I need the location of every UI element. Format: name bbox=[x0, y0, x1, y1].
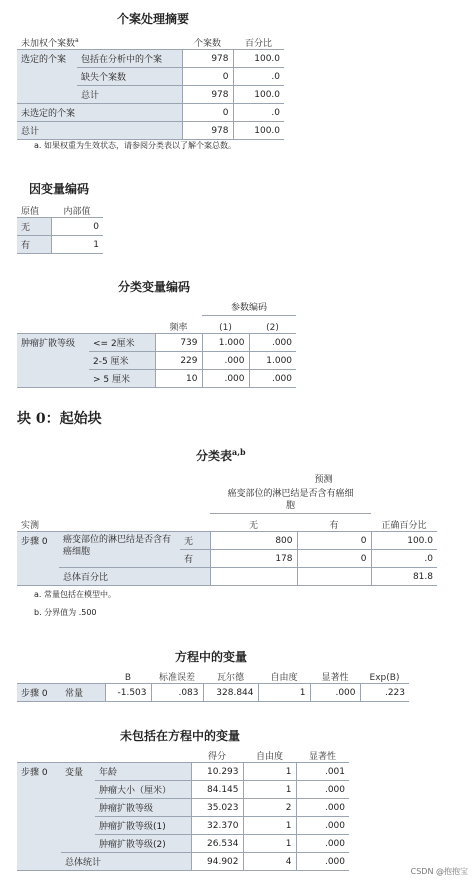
step-label: 步骤 0 bbox=[17, 684, 61, 702]
classification-table bbox=[17, 470, 437, 586]
in-eq-table bbox=[17, 666, 409, 702]
header-se: 标准误差 bbox=[151, 666, 203, 684]
header-df: 自由度 bbox=[243, 745, 296, 763]
table-row: 步骤 0 癌变部位的淋巴结是否含有癌细胞 无 800 0 100.0 bbox=[17, 532, 437, 550]
header-p2: (2) bbox=[249, 316, 296, 334]
step-label: 步骤 0 bbox=[17, 532, 59, 586]
header-b: B bbox=[105, 666, 151, 684]
observed-header: 实测 bbox=[17, 514, 210, 532]
footnote-a: a. 常量包括在模型中。 bbox=[34, 590, 116, 599]
footnote-b: b. 分界值为 .500 bbox=[34, 608, 97, 617]
header-original: 原值 bbox=[17, 200, 51, 218]
variable-label: 癌变部位的淋巴结是否含有癌细胞 bbox=[59, 532, 180, 568]
footnote: a. 如果权重为生效状态，请参阅分类表以了解个案总数。 bbox=[34, 141, 236, 150]
table-row: 肿瘤扩散等级(1) 32.370 1 .000 bbox=[17, 817, 349, 835]
header-sig: 显著性 bbox=[310, 666, 360, 684]
table-row: 选定的个案 包括在分析中的个案 978 100.0 bbox=[17, 50, 284, 68]
cat-coding-table bbox=[17, 298, 296, 388]
dep-coding-title: 因变量编码 bbox=[29, 182, 90, 196]
header-count: 个案数 bbox=[182, 32, 233, 50]
header-percent: 百分比 bbox=[233, 32, 284, 50]
in-eq-title: 方程中的变量 bbox=[175, 650, 248, 664]
dep-var-header: 癌变部位的淋巴结是否含有癌细胞 bbox=[210, 487, 371, 514]
variable-label: 肿瘤扩散等级 bbox=[17, 334, 89, 388]
classification-title: 分类表$^{a,b}$ bbox=[196, 447, 246, 463]
header-expb: Exp(B) bbox=[360, 666, 409, 684]
block-title: 块 0：起始块 bbox=[17, 411, 102, 427]
case-summary-title: 个案处理摘要 bbox=[117, 12, 190, 26]
cat-coding-title: 分类变量编码 bbox=[118, 280, 191, 294]
table-row: > 5 厘米 10 .000 .000 bbox=[17, 370, 296, 388]
table-row: 总计 978 100.0 bbox=[17, 122, 284, 140]
header-unweighted: 未加权个案数$^a$ bbox=[17, 32, 182, 50]
case-summary-table bbox=[17, 32, 284, 140]
table-row: 总计 978 100.0 bbox=[17, 86, 284, 104]
variable-group-label: 变量 bbox=[61, 763, 95, 853]
header-no: 无 bbox=[210, 514, 297, 532]
table-row: 总体百分比 81.8 bbox=[17, 568, 437, 586]
not-in-eq-title: 未包括在方程中的变量 bbox=[120, 729, 241, 743]
header-correct-pct: 正确百分比 bbox=[371, 514, 437, 532]
table-row: 未选定的个案 0 .0 bbox=[17, 104, 284, 122]
table-row: 缺失个案数 0 .0 bbox=[17, 68, 284, 86]
table-row: 肿瘤扩散等级 35.023 2 .000 bbox=[17, 799, 349, 817]
table-row: 无 0 bbox=[17, 218, 103, 236]
table-row: 步骤 0 常量 -1.503 .083 328.844 1 .000 .223 bbox=[17, 684, 409, 702]
header-df: 自由度 bbox=[258, 666, 310, 684]
table-row: 肿瘤扩散等级 <= 2厘米 739 1.000 .000 bbox=[17, 334, 296, 352]
table-row: 步骤 0 变量 年龄 10.293 1 .001 bbox=[17, 763, 349, 781]
dep-coding-table bbox=[17, 200, 103, 254]
watermark: CSDN @抱抱宝 bbox=[410, 867, 468, 876]
overall-stats-label: 总体统计 bbox=[61, 853, 191, 871]
table-row: 总体统计 94.902 4 .000 bbox=[17, 853, 349, 871]
header-sig: 显著性 bbox=[296, 745, 349, 763]
header-internal: 内部值 bbox=[51, 200, 103, 218]
header-yes: 有 bbox=[297, 514, 371, 532]
header-wald: 瓦尔德 bbox=[203, 666, 258, 684]
header-score: 得分 bbox=[191, 745, 243, 763]
header-p1: (1) bbox=[202, 316, 249, 334]
predicted-header: 预测 bbox=[314, 475, 333, 485]
table-row: 2-5 厘米 229 .000 1.000 bbox=[17, 352, 296, 370]
header-freq: 频率 bbox=[155, 316, 202, 334]
table-row: 有 178 0 .0 bbox=[17, 550, 437, 568]
table-row: 肿瘤扩散等级(2) 26.534 1 .000 bbox=[17, 835, 349, 853]
not-in-eq-table bbox=[17, 745, 349, 871]
table-row: 有 1 bbox=[17, 236, 103, 254]
variable-label: 常量 bbox=[61, 684, 105, 702]
param-coding-header: 参数编码 bbox=[202, 298, 296, 316]
step-label: 步骤 0 bbox=[17, 763, 61, 871]
table-row: 肿瘤大小（厘米） 84.145 1 .000 bbox=[17, 781, 349, 799]
